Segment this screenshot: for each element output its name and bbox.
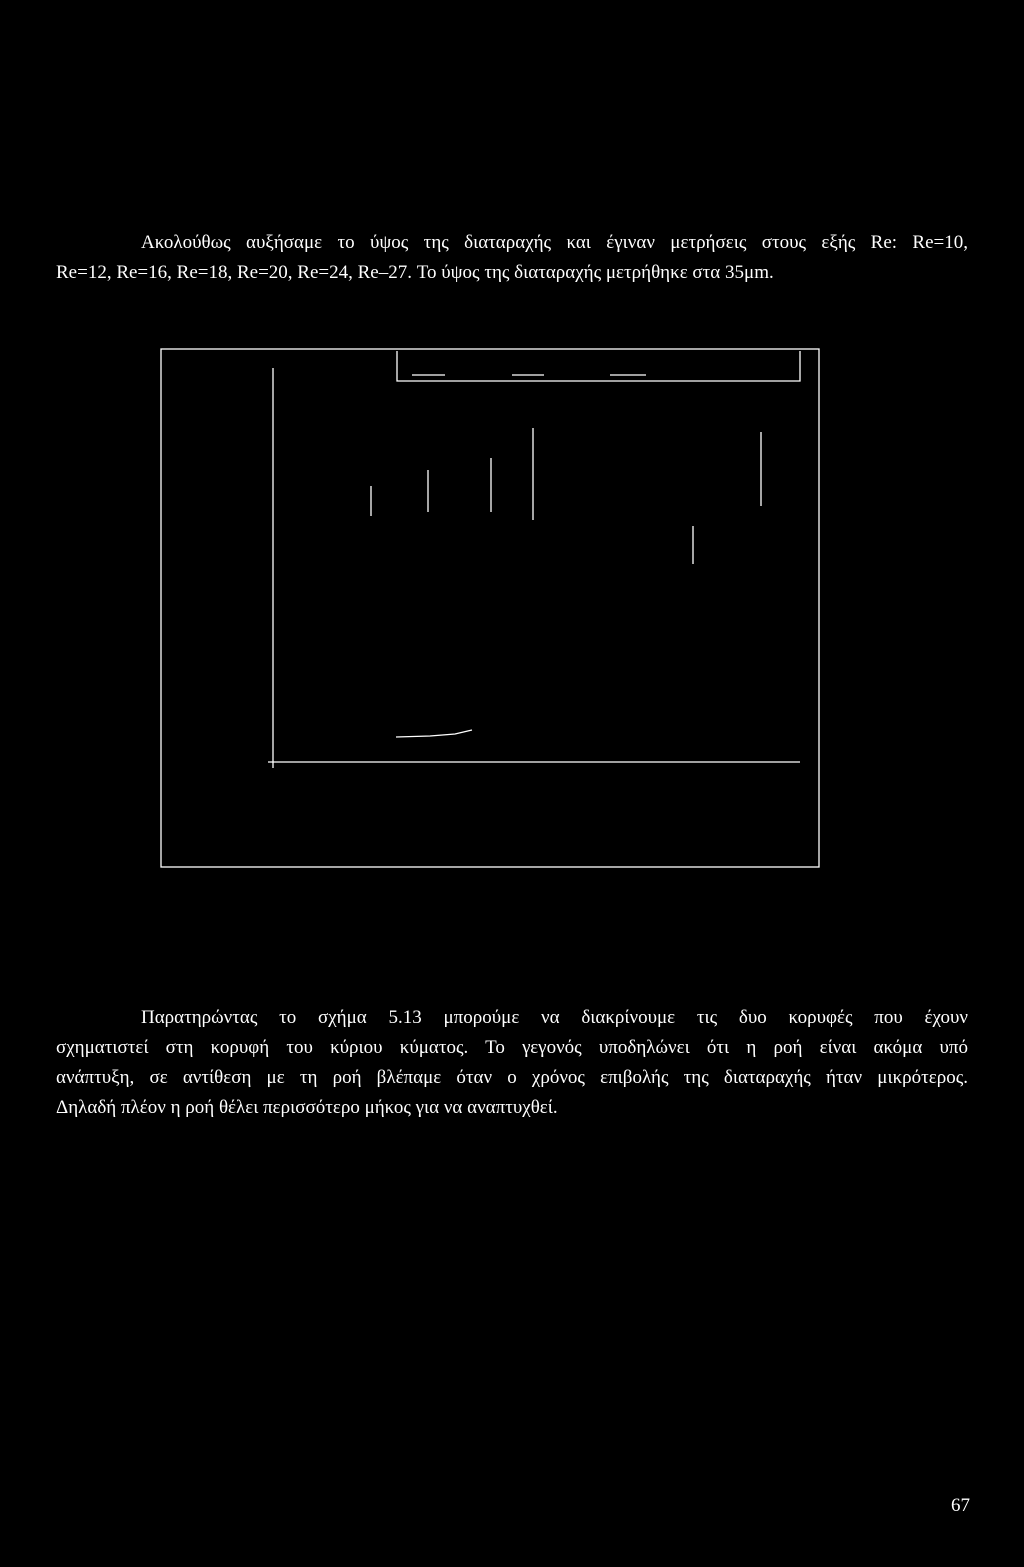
figure-trace-7 <box>396 730 472 737</box>
paragraph-1-line-2: Re=12, Re=16, Re=18, Re=20, Re=24, Re–27. Το ύψος της διαταραχής μετρήθηκε στα 35μm. <box>56 262 774 283</box>
paragraph-2-line-1: Παρατηρώντας το σχήμα 5.13 μπορούμε να διακρίνουμε τις δυο κορυφές που έχουν <box>141 1007 968 1028</box>
figure-5-13 <box>160 348 822 870</box>
figure-top-box <box>397 351 800 381</box>
paragraph-1-line-1: Ακολούθως αυξήσαμε το ύψος της διαταραχής και έγιναν μετρήσεις στους εξής Re: Re=10, <box>141 232 968 253</box>
paragraph-2-line-4: Δηλαδή πλέον η ροή θέλει περισσότερο μήκος για να αναπτυχθεί. <box>56 1097 558 1118</box>
paragraph-1 <box>56 228 968 288</box>
paragraph-2-line-3: ανάπτυξη, σε αντίθεση με τη ροή βλέπαμε όταν ο χρόνος επιβολής της διαταραχής ήταν μικρότερος. <box>56 1067 968 1088</box>
page-number: 67 <box>951 1495 970 1516</box>
figure-frame <box>161 349 819 867</box>
paragraph-2 <box>56 1003 968 1123</box>
paragraph-2-line-2: σχηματιστεί στη κορυφή του κύριου κύματος. Το γεγονός υποδηλώνει ότι η ροή είναι ακόμα υπό <box>56 1037 968 1058</box>
